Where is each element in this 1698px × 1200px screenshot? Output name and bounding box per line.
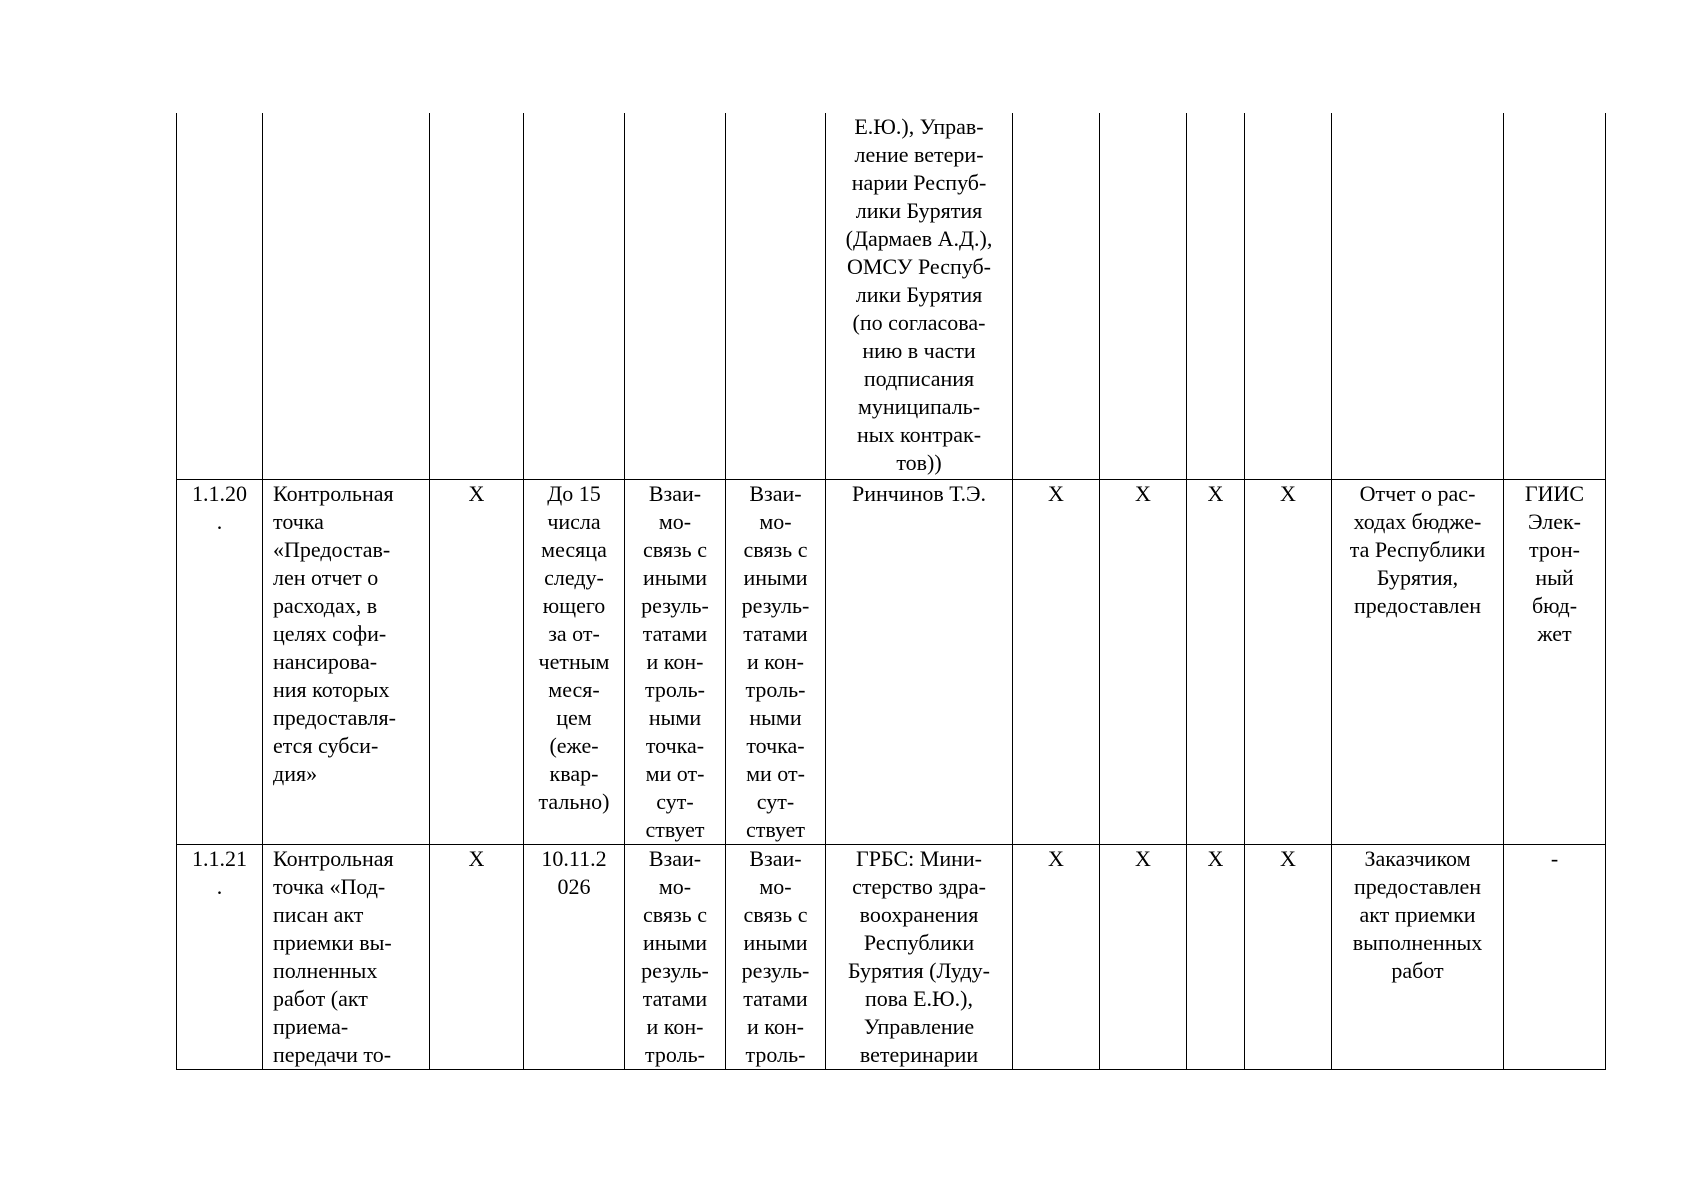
table-row xyxy=(177,113,1606,479)
predecessor-cell: Взаи- мо- связь с иными резуль- татами и кон- троль- xyxy=(625,844,726,1069)
mark-cell xyxy=(1187,113,1245,479)
mark-cell: X xyxy=(1100,844,1187,1069)
mark-cell: X xyxy=(1245,479,1332,844)
mark-cell: X xyxy=(430,479,524,844)
document-table xyxy=(176,113,1606,1070)
mark-cell: X xyxy=(1013,479,1100,844)
event-name-cell xyxy=(263,113,430,479)
document-type-cell: Заказчиком предоставлен акт приемки выполненных работ xyxy=(1332,844,1504,1069)
deadline-cell: 10.11.2 026 xyxy=(524,844,625,1069)
mark-cell: X xyxy=(1013,844,1100,1069)
event-name-cell: Контрольная точка «Предостав- лен отчет о расходах, в целях софи- нансирова- ния которых предоставля- ется субси- дия» xyxy=(263,479,430,844)
mark-cell xyxy=(1013,113,1100,479)
responsible-cell: ГРБС: Мини- стерство здра- воохранения Республики Бурятия (Луду- пова Е.Ю.), Управление ветеринарии xyxy=(826,844,1013,1069)
information-system-cell: - xyxy=(1504,844,1606,1069)
row-number-cell xyxy=(177,113,263,479)
mark-cell: X xyxy=(1187,844,1245,1069)
row-number-cell: 1.1.20 . xyxy=(177,479,263,844)
deadline-cell xyxy=(524,113,625,479)
document-type-cell xyxy=(1332,113,1504,479)
responsible-cell: Ринчинов Т.Э. xyxy=(826,479,1013,844)
table-row xyxy=(177,844,1606,1069)
predecessor-cell xyxy=(625,113,726,479)
event-name-cell: Контрольная точка «Под- писан акт приемки вы- полненных работ (акт приема- передачи то- xyxy=(263,844,430,1069)
successor-cell: Взаи- мо- связь с иными резуль- татами и кон- троль- xyxy=(726,844,826,1069)
mark-cell: X xyxy=(1100,479,1187,844)
successor-cell: Взаи- мо- связь с иными резуль- татами и кон- троль- ными точка- ми от- сут- ствует xyxy=(726,479,826,844)
mark-cell xyxy=(1245,113,1332,479)
mark-cell: X xyxy=(430,844,524,1069)
predecessor-cell: Взаи- мо- связь с иными резуль- татами и кон- троль- ными точка- ми от- сут- ствует xyxy=(625,479,726,844)
successor-cell xyxy=(726,113,826,479)
information-system-cell: ГИИС Элек- трон- ный бюд- жет xyxy=(1504,479,1606,844)
responsible-cell: Е.Ю.), Управ- ление ветери- нарии Респуб- лики Бурятия (Дармаев А.Д.), ОМСУ Респуб- лики Бурятия (по согласова- нию в части подписания муниципаль- ных контрак- тов)) xyxy=(826,113,1013,479)
document-type-cell: Отчет о рас- ходах бюдже- та Республики Бурятия, предоставлен xyxy=(1332,479,1504,844)
information-system-cell xyxy=(1504,113,1606,479)
row-number-cell: 1.1.21 . xyxy=(177,844,263,1069)
mark-cell xyxy=(1100,113,1187,479)
deadline-cell: До 15 числа месяца следу- ющего за от- четным меся- цем (еже- квар- тально) xyxy=(524,479,625,844)
mark-cell xyxy=(430,113,524,479)
mark-cell: X xyxy=(1245,844,1332,1069)
table-row xyxy=(177,479,1606,844)
mark-cell: X xyxy=(1187,479,1245,844)
